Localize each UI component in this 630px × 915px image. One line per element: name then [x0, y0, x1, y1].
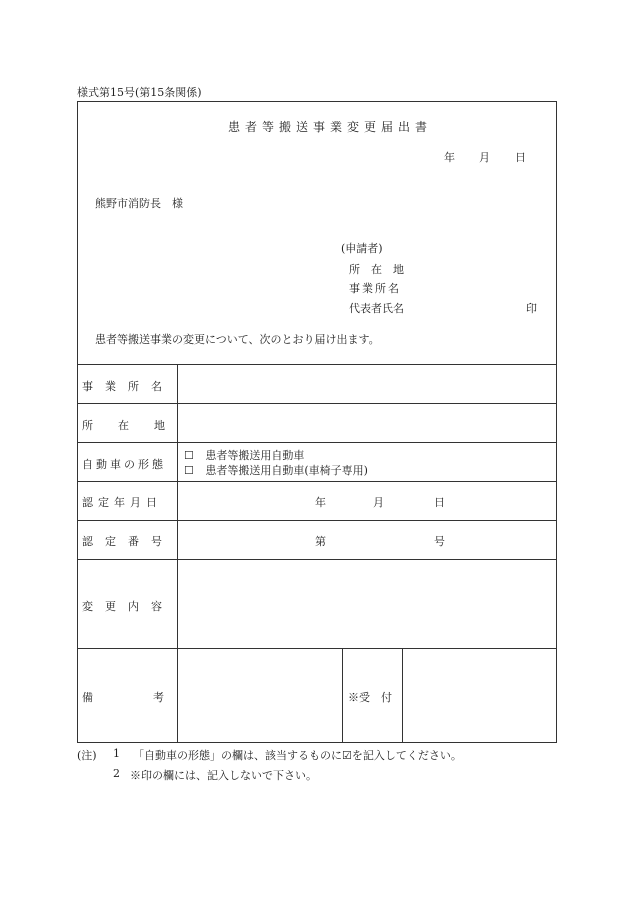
checkbox-icon[interactable]: ☐ [184, 449, 194, 462]
vehicle-option-2[interactable] [184, 462, 368, 478]
row-divider [77, 481, 557, 482]
note-1-number: 1 [113, 747, 120, 760]
row-divider [77, 648, 557, 649]
vehicle-option-1-label: 患者等搬送用自動車 [205, 449, 305, 462]
vehicle-option-1[interactable] [184, 447, 304, 463]
note-2-text: ※印の欄には、記入しないで下さい。 [130, 769, 317, 782]
applicant-office-label: 事業所名 [349, 282, 401, 295]
checkbox-icon[interactable]: ☐ [184, 464, 194, 477]
note-2-number: 2 [113, 767, 120, 780]
date-month-label: 月 [479, 151, 490, 164]
column-divider [402, 648, 403, 743]
row-divider [77, 559, 557, 560]
remarks-field[interactable] [180, 650, 340, 741]
row-divider [77, 520, 557, 521]
number-suffix: 号 [434, 535, 445, 548]
label-remarks: 備考 [82, 691, 224, 704]
statement: 患者等搬送事業の変更について、次のとおり届け出ます。 [95, 333, 380, 346]
row-divider [77, 442, 557, 443]
label-approval-number: 認定番号 [82, 535, 174, 548]
number-prefix: 第 [315, 535, 326, 548]
office-name-field[interactable] [180, 366, 554, 401]
approval-month-label: 月 [373, 496, 384, 509]
vehicle-option-2-label: 患者等搬送用自動車(車椅子専用) [205, 464, 368, 477]
note-1-text: 「自動車の形態」の欄は、該当するものに☑を記入してください。 [133, 749, 462, 762]
row-divider [77, 403, 557, 404]
notes-label: (注) [77, 749, 97, 762]
change-details-field[interactable] [180, 561, 554, 646]
location-field[interactable] [180, 405, 554, 440]
applicant-location-label: 所 在 地 [349, 263, 404, 276]
label-location: 所在地 [82, 419, 190, 432]
row-divider [77, 364, 557, 365]
applicant-rep-label: 代表者氏名 [349, 302, 404, 315]
approval-day-label: 日 [434, 496, 445, 509]
addressee: 熊野市消防長 様 [95, 197, 183, 210]
approval-year-label: 年 [315, 496, 326, 509]
label-office-name: 事業所名 [82, 380, 174, 393]
seal-mark: 印 [526, 302, 537, 315]
form-title: 患者等搬送事業変更届出書 [228, 120, 433, 134]
label-vehicle-type: 自動車の形態 [82, 458, 166, 471]
column-divider [342, 648, 343, 743]
applicant-label: (申請者) [341, 242, 383, 255]
receipt-label: ※受 付 [348, 691, 392, 704]
date-day-label: 日 [515, 151, 526, 164]
receipt-field [405, 650, 554, 741]
label-change-details: 変更内容 [82, 600, 174, 613]
form-number: 様式第15号(第15条関係) [77, 86, 202, 99]
date-year-label: 年 [444, 151, 455, 164]
label-approval-date: 認定年月日 [82, 496, 162, 509]
